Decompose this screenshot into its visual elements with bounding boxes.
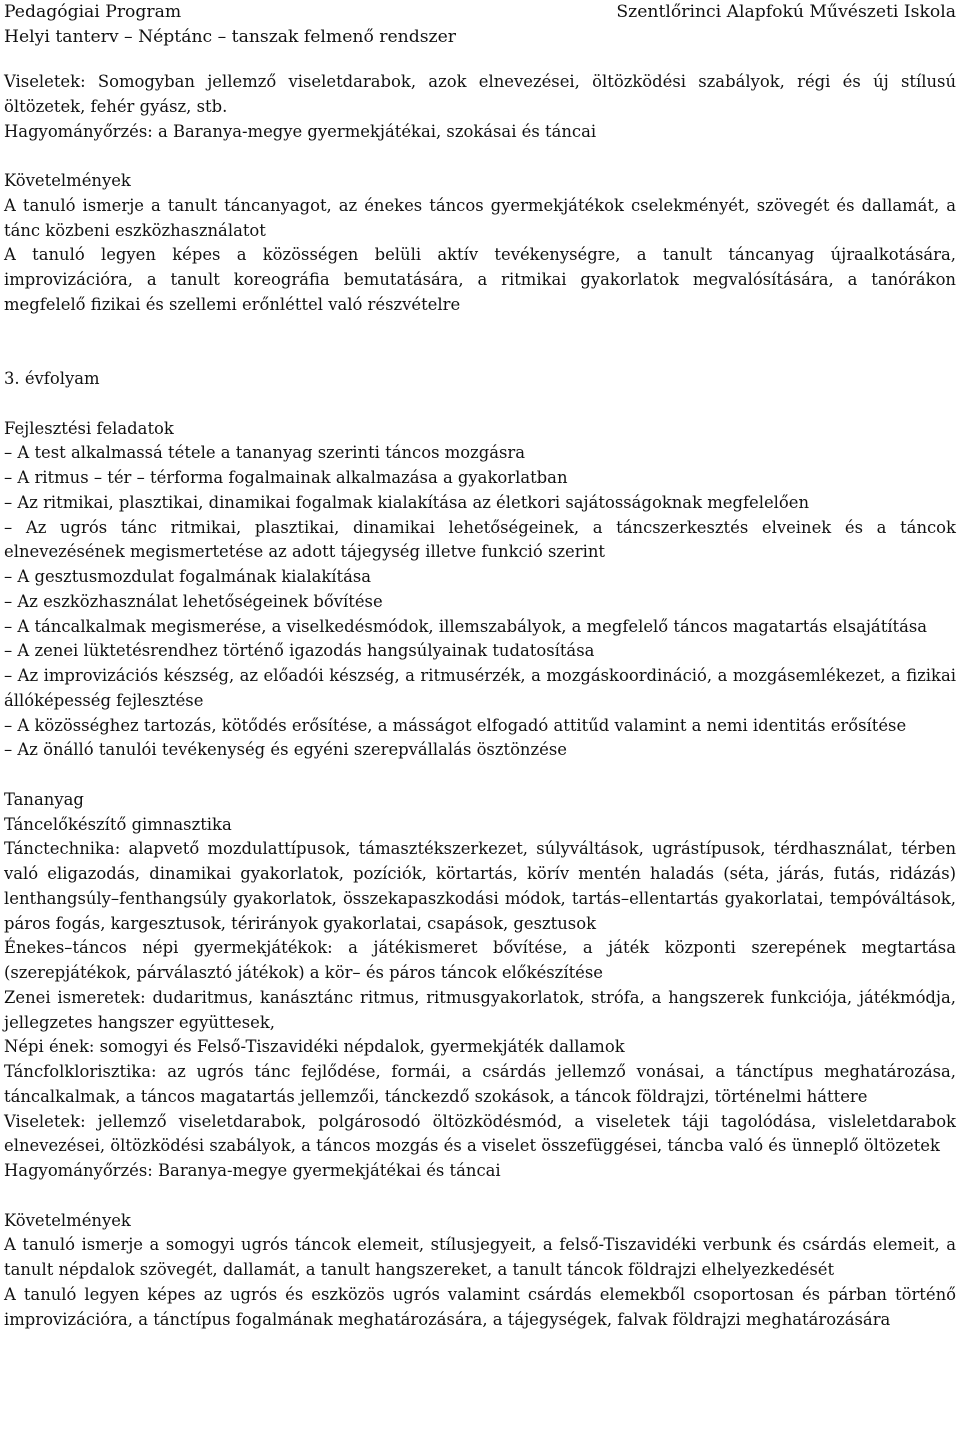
heading-kovetelmenyek: Követelmények: [4, 1210, 131, 1230]
list-item: – A zenei lüktetésrendhez történő igazodás hangsúlyainak tudatosítása: [4, 641, 595, 661]
paragraph-viseletek: Viseletek: Somogyban jellemző viseletdarabok, azok elnevezései, öltözködési szabályok, régi és új stílusú öltözetek, fehér gyász, stb.: [4, 72, 956, 116]
paragraph-tananyag: Énekes–táncos népi gyermekjátékok: a játékismeret bővítése, a játék központi szerepének megtartása (szerepjátékok, párválasztó játékok) a kör– és páros táncok előkészítése: [4, 938, 956, 982]
header-right: [616, 0, 956, 25]
list-item: – A ritmus – tér – térforma fogalmainak alkalmazása a gyakorlatban: [4, 468, 568, 487]
heading-kovetelmenyek: Követelmények: [4, 171, 131, 190]
header-left: [4, 0, 456, 49]
document-body: [4, 70, 956, 1332]
list-item: – Az önálló tanulói tevékenység és egyéni szerepvállalás ösztönzése: [4, 740, 567, 760]
list-item: – A gesztusmozdulat fogalmának kialakítása: [4, 567, 372, 586]
header-program-title: Pedagógiai Program: [4, 2, 182, 22]
paragraph-tananyag: Tánctechnika: alapvető mozdulattípusok, támasztékszerkezet, súlyváltások, ugrástípusok, térdhasználat, térben való eligazodás, dinamikai gyakorlatok, pozíciók, körtartás, körív mentén haladás (séta, járás, futás, ridázás) lenthangsúly–fenthangsúly gyakorlatok, összekapaszkodási módok, tartás–ellentartás gyakorlatai, tempóváltások, páros fogás, kargesztusok, térirányok gyakorlatai, csapások, gesztusok: [4, 839, 956, 933]
paragraph-tananyag: Zenei ismeretek: dudaritmus, kanásztánc ritmus, ritmusgyakorlatok, strófa, a hangszerek funkciója, játékmódja, jellegzetes hangszer együttesek,: [4, 987, 956, 1032]
paragraph-hagyomanyorzes: Hagyományőrzés: a Baranya-megye gyermekjátékai, szokásai és táncai: [4, 121, 597, 141]
paragraph-tananyag: Viseletek: jellemző viseletdarabok, polgárosodó öltözködésmód, a viseletek táji tagolódása, visleletdarabok elnevezései, öltözködési szabályok, a táncos mozgás és a viselet összefüggései, táncba való és ünneplő öltözetek: [4, 1111, 956, 1156]
paragraph-kovetelmeny: A tanuló ismerje a tanult táncanyagot, az énekes táncos gyermekjátékok cselekményét, szövegét és dallamát, a tánc közbeni eszközhasználatot: [4, 195, 956, 240]
subheading-tancelokeszito-gimnasztika: Táncelőkészítő gimnasztika: [4, 814, 232, 834]
heading-fejlesztesi-feladatok: Fejlesztési feladatok: [4, 418, 174, 438]
paragraph-kovetelmeny: A tanuló ismerje a somogyi ugrós táncok elemeit, stílusjegyeit, a felső-Tiszavidéki verbunk és csárdás elemeit, a tanult népdalok szövegét, dallamát, a tanult hangszereket, a tanult táncok földrajzi elhelyezkedését: [4, 1235, 956, 1279]
paragraph-tananyag: Hagyományőrzés: Baranya-megye gyermekjátékai és táncai: [4, 1161, 501, 1180]
document-page: [4, 0, 956, 1332]
header-curriculum-subtitle: Helyi tanterv – Néptánc – tanszak felmenő rendszer: [4, 26, 456, 47]
paragraph-kovetelmeny: A tanuló legyen képes a közösségen belüli aktív tevékenységre, a tanult táncanyag újraalkotására, improvizációra, a tanult koreográfia bemutatására, a ritmikai gyakorlatok megvalósítására, a tanórákon megfelelő fizikai és szellemi erőnléttel való részvételre: [4, 245, 956, 314]
paragraph-tananyag: Népi ének: somogyi és Felső-Tiszavidéki népdalok, gyermekjáték dallamok: [4, 1037, 625, 1057]
list-item: – Az eszközhasználat lehetőségeinek bővítése: [4, 591, 383, 611]
heading-evfolyam: 3. évfolyam: [4, 369, 100, 388]
paragraph-tananyag: Táncfolklorisztika: az ugrós tánc fejlődése, formái, a csárdás jellemző vonásai, a tánctípus meghatározása, táncalkalmak, a táncos magatartás jellemzői, tánckezdő szokások, a táncok földrajzi, történelmi háttere: [4, 1062, 956, 1106]
list-item: – A test alkalmassá tétele a tananyag szerinti táncos mozgásra: [4, 443, 526, 463]
list-item: – Az ugrós tánc ritmikai, plasztikai, dinamikai lehetőségeinek, a táncszerkesztés elveinek és a táncok elnevezésének megismertetése az adott tájegység illetve funkció szerint: [4, 517, 956, 562]
list-item: – A táncalkalmak megismerése, a viselkedésmódok, illemszabályok, a megfelelő táncos magatartás elsajátítása: [4, 616, 928, 636]
heading-tananyag: Tananyag: [4, 789, 84, 809]
list-item: – A közösséghez tartozás, kötődés erősítése, a másságot elfogadó attitűd valamint a nemi identitás erősítése: [4, 715, 907, 735]
paragraph-kovetelmeny: A tanuló legyen képes az ugrós és eszközös ugrós valamint csárdás elemekből csoportosan és párban történő improvizációra, a tánctípus fogalmának meghatározására, a tájegységek, falvak földrajzi meghatározására: [4, 1284, 956, 1329]
list-item: – Az improvizációs készség, az előadói készség, a ritmusérzék, a mozgáskoordináció, a mozgásemlékezet, a fizikai állóképesség fejlesztése: [4, 666, 956, 710]
page-header: [4, 0, 956, 52]
header-school-name: Szentlőrinci Alapfokú Művészeti Iskola: [616, 2, 956, 22]
list-item: – Az ritmikai, plasztikai, dinamikai fogalmak kialakítása az életkori sajátosságoknak megfelelően: [4, 492, 810, 512]
